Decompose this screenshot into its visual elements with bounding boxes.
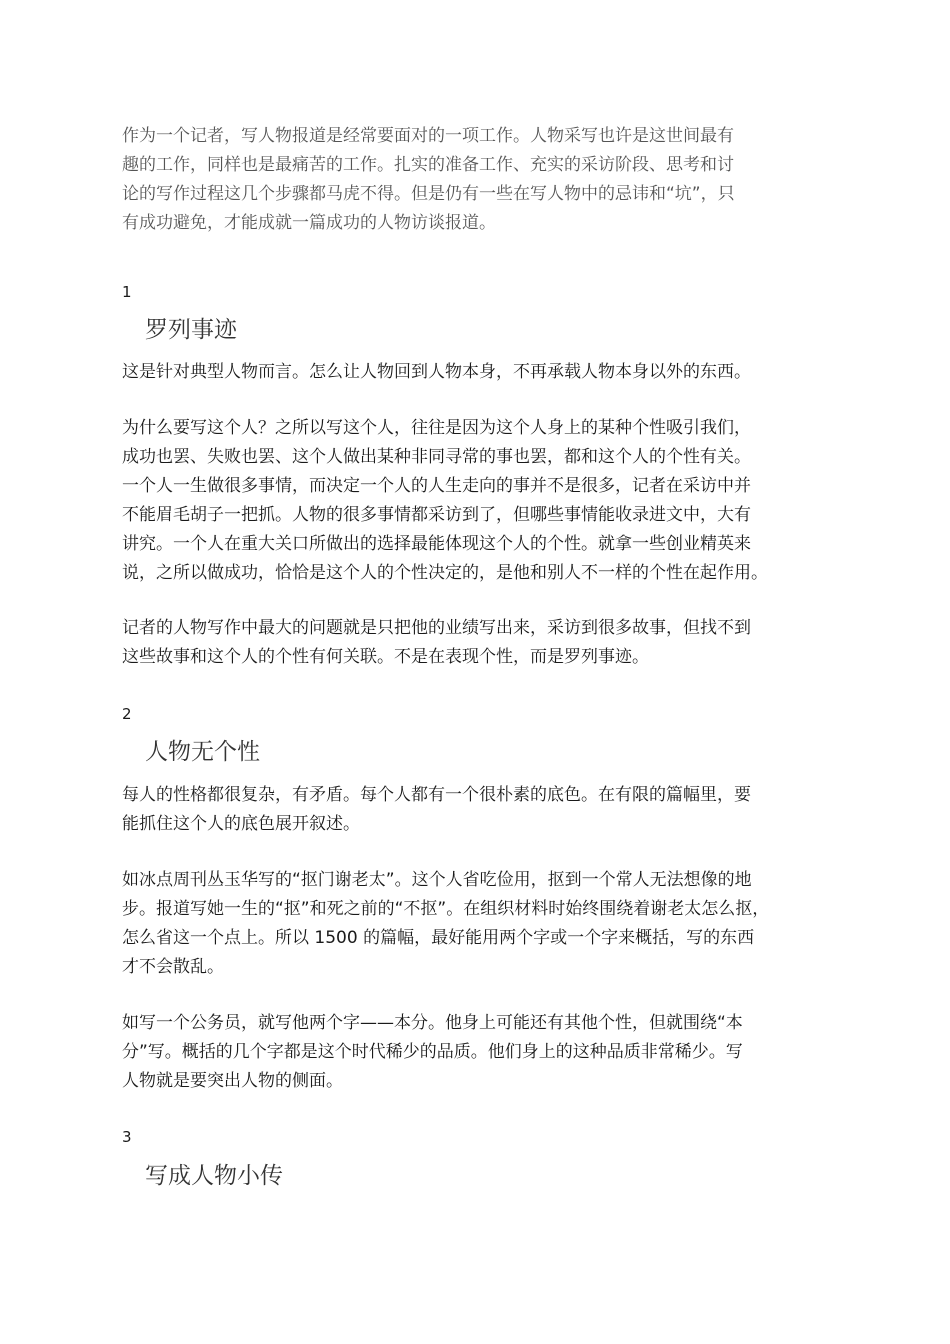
paragraph-line: 一个人一生做很多事情，而决定一个人的人生走向的事并不是很多，记者在采访中并 [122,476,751,496]
intro-line: 趣的工作，同样也是最痛苦的工作。扎实的准备工作、充实的采访阶段、思考和讨 [122,155,734,175]
section-number: 2 [122,705,132,723]
intro-line: 论的写作过程这几个步骤都马虎不得。但是仍有一些在写人物中的忌讳和“坑”，只 [122,184,735,204]
section-heading: 人物无个性 [145,739,260,765]
paragraph-line: 每人的性格都很复杂，有矛盾。每个人都有一个很朴素的底色。在有限的篇幅里，要 [122,785,751,805]
paragraph-line: 成功也罢、失败也罢、这个人做出某种非同寻常的事也罢，都和这个人的个性有关。 [122,447,751,467]
section-paragraph [122,1009,842,1096]
paragraph-line: 不能眉毛胡子一把抓。人物的很多事情都采访到了，但哪些事情能收录进文中，大有 [122,505,751,525]
paragraph-line: 人物就是要突出人物的侧面。 [122,1071,343,1091]
paragraph-line: 分”写。概括的几个字都是这个时代稀少的品质。他们身上的这种品质非常稀少。写 [122,1042,743,1062]
paragraph-line: 说，之所以做成功，恰恰是这个人的个性决定的，是他和别人不一样的个性在起作用。 [122,563,768,583]
paragraph-line: 才不会散乱。 [122,957,224,977]
intro-paragraph [122,122,842,238]
paragraph-line: 讲究。一个人在重大关口所做出的选择最能体现这个人的个性。就拿一些创业精英来 [122,534,751,554]
section-number: 1 [122,283,132,301]
paragraph-line: 记者的人物写作中最大的问题就是只把他的业绩写出来，采访到很多故事，但找不到 [122,618,751,638]
intro-line: 有成功避免，才能成就一篇成功的人物访谈报道。 [122,213,496,233]
paragraph-line: 步。报道写她一生的“抠”和死之前的“不抠”。在组织材料时始终围绕着谢老太怎么抠， [122,899,770,919]
paragraph-line: 这些故事和这个人的个性有何关联。不是在表现个性，而是罗列事迹。 [122,647,649,667]
paragraph-line: 能抓住这个人的底色展开叙述。 [122,814,360,834]
paragraph-line: 如冰点周刊丛玉华写的“抠门谢老太”。这个人省吃俭用，抠到一个常人无法想像的地 [122,870,752,890]
section-paragraph [122,358,842,387]
section-heading: 罗列事迹 [145,317,237,343]
paragraph-line: 这是针对典型人物而言。怎么让人物回到人物本身，不再承载人物本身以外的东西。 [122,362,751,382]
paragraph-line: 为什么要写这个人？之所以写这个人，往往是因为这个人身上的某种个性吸引我们， [122,418,751,438]
section-paragraph [122,414,842,588]
paragraph-line: 如写一个公务员，就写他两个字——本分。他身上可能还有其他个性，但就围绕“本 [122,1013,743,1033]
section-paragraph [122,781,842,839]
section-paragraph [122,614,842,672]
intro-line: 作为一个记者，写人物报道是经常要面对的一项工作。人物采写也许是这世间最有 [122,126,734,146]
paragraph-line: 怎么省这一个点上。所以 1500 的篇幅，最好能用两个字或一个字来概括，写的东西 [122,928,755,948]
section-paragraph [122,866,842,982]
section-number: 3 [122,1128,132,1146]
section-heading: 写成人物小传 [145,1163,283,1189]
